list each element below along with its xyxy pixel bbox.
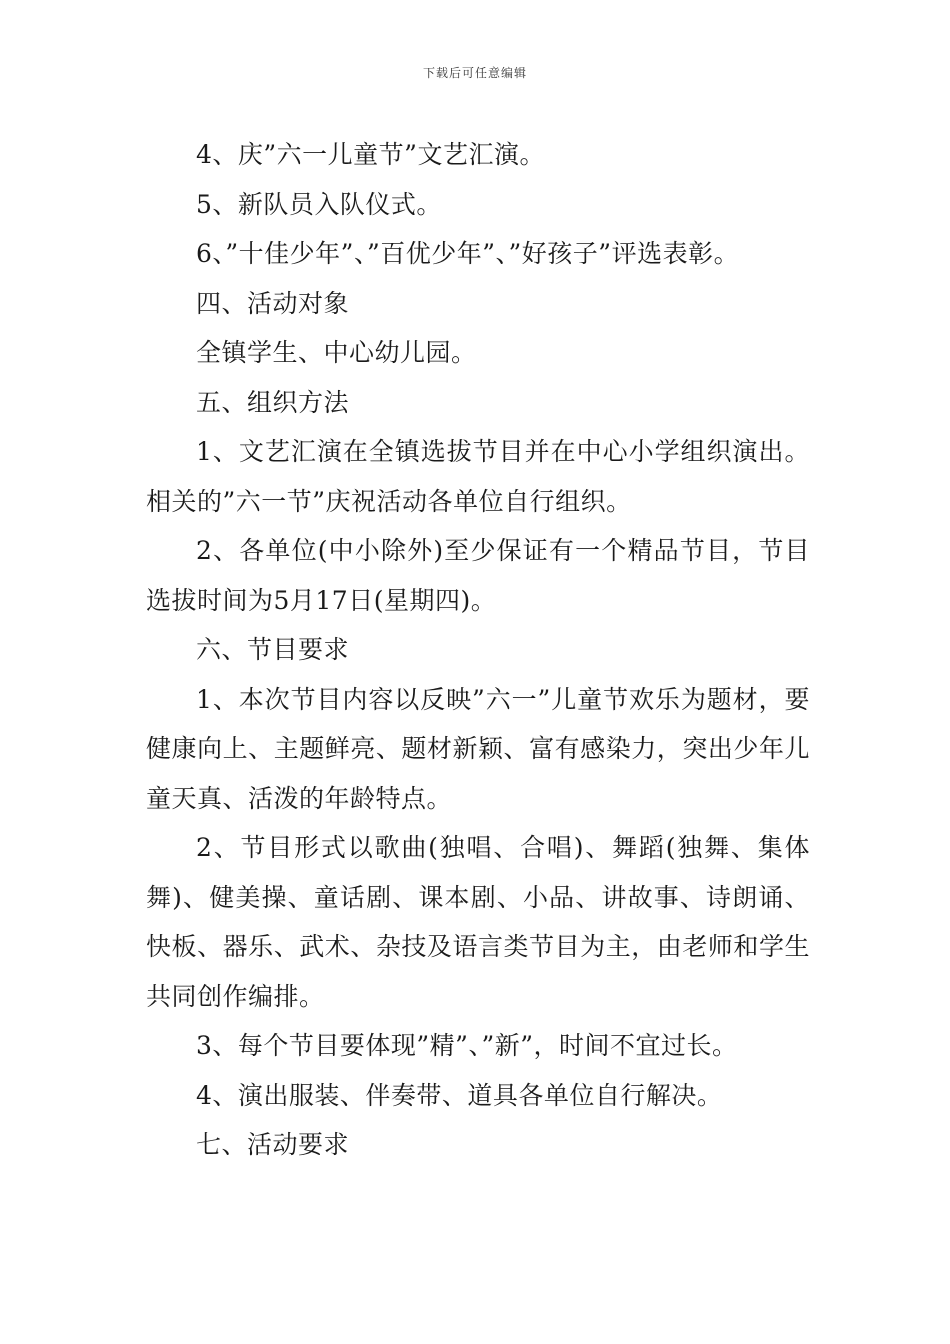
list-item-requirement-3: 3、每个节目要体现”精”、”新”，时间不宜过长。 <box>196 1031 738 1060</box>
section-heading-program-requirements: 六、节目要求 <box>196 635 350 664</box>
list-item-celebration-performance: 4、庆”六一儿童节”文艺汇演。 <box>196 140 545 169</box>
list-item-new-member-ceremony: 5、新队员入队仪式。 <box>196 189 442 219</box>
section-heading-activity-requirements: 七、活动要求 <box>196 1130 350 1159</box>
list-item-awards-selection: 6、”十佳少年”、”百优少年”、”好孩子”评选表彰。 <box>196 239 740 268</box>
paragraph-activity-target: 全镇学生、中心幼儿园。 <box>196 338 477 367</box>
document-body <box>146 130 810 1170</box>
list-item-requirement-2: 2、节目形式以歌曲(独唱、合唱)、舞蹈(独舞、集体舞)、健美操、童话剧、课本剧、小品、讲故事、诗朗诵、快板、器乐、武术、杂技及语言类节目为主，由老师和学生共同创作编排。 <box>146 833 810 1011</box>
section-heading-activity-target: 四、活动对象 <box>196 288 350 318</box>
list-item-organization-1: 1、文艺汇演在全镇选拔节目并在中心小学组织演出。相关的”六一节”庆祝活动各单位自行组织。 <box>146 437 810 516</box>
list-item-organization-2: 2、各单位(中小除外)至少保证有一个精品节目，节目选拔时间为5月17日(星期四)。 <box>146 536 810 615</box>
section-heading-organization: 五、组织方法 <box>196 387 350 417</box>
list-item-requirement-4: 4、演出服装、伴奏带、道具各单位自行解决。 <box>196 1080 723 1110</box>
list-item-requirement-1: 1、本次节目内容以反映”六一”儿童节欢乐为题材，要健康向上、主题鲜亮、题材新颖、富有感染力，突出少年儿童天真、活泼的年龄特点。 <box>146 684 810 813</box>
page-header-note: 下载后可任意编辑 <box>422 66 527 80</box>
